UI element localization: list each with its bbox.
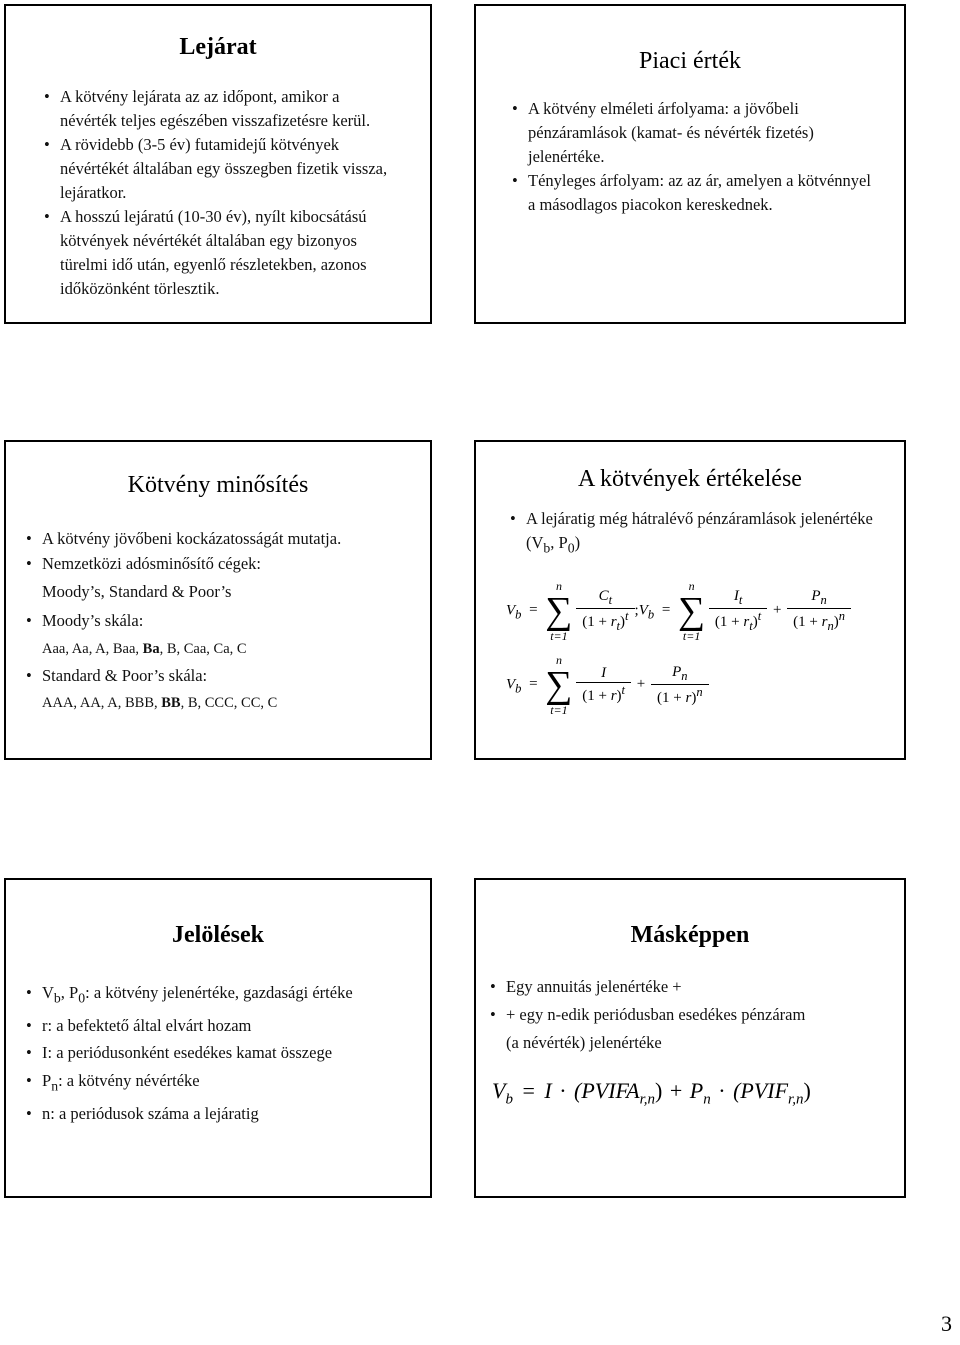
list-item: [26, 979, 416, 1012]
formula-symbol: C: [598, 588, 609, 604]
formula-symbol: V: [492, 1078, 506, 1103]
formula-symbol: r: [743, 614, 750, 630]
list-item: • + egy n-edik periódusban esedékes pénzáram: [490, 1001, 890, 1029]
formula-superscript: n: [696, 684, 703, 699]
formula-superscript: t: [757, 609, 762, 623]
slide-maskeppen: [474, 878, 906, 1198]
formula-symbol: (1 +: [714, 614, 744, 630]
formula-symbol: I: [601, 665, 607, 681]
formula-symbol: ): [752, 614, 758, 630]
formula-symbol: (1 +: [582, 614, 611, 630]
formula-symbol: (1 +: [793, 614, 822, 630]
formula-subscript: t: [738, 593, 743, 607]
formula-symbol: r: [821, 614, 828, 630]
formula-symbol: =: [529, 676, 538, 693]
item-text: , P: [550, 533, 568, 552]
formula-symbol: n: [555, 579, 562, 593]
formula-symbol: I: [733, 588, 739, 604]
scale-text: , B, CCC, CC, C: [180, 695, 278, 711]
formula-symbol: (PVIFA: [574, 1078, 640, 1103]
formula-symbol: t=1: [550, 629, 568, 643]
rating-scale-sp: [26, 689, 410, 717]
formula-symbol: t=1: [550, 703, 568, 717]
formula-symbol: ): [803, 1078, 811, 1103]
subscript: b: [53, 990, 61, 1006]
bullet-list: [44, 85, 400, 301]
scale-text: , B, Caa, Ca, C: [159, 641, 247, 657]
formula-symbol: =: [522, 1078, 535, 1103]
scale-text: AAA, AA, A, BBB,: [42, 695, 162, 711]
bullet-list: [26, 979, 416, 1127]
item-text: ): [574, 533, 581, 552]
item-text: : a kötvény névértéke: [58, 1070, 200, 1090]
formula-symbol: ): [833, 614, 839, 630]
slide-jelolesek: [4, 878, 432, 1198]
formula-symbol: n: [688, 579, 695, 593]
formula-fraction: [651, 664, 709, 707]
item-text: P: [42, 1070, 52, 1090]
list-item: • r: a befektető által elvárt hozam: [26, 1012, 416, 1040]
list-item: • A rövidebb (3-5 év) futamidejű kötvények névértékét általában egy összegben fizetik vissza, lejáratkor.: [44, 133, 400, 205]
slide-title: Piaci érték: [639, 48, 741, 74]
formula-symbol: t=1: [682, 629, 701, 643]
formula-symbol: =: [529, 602, 538, 619]
scale-text: Aaa, Aa, A, Baa,: [42, 641, 143, 657]
formula-symbol: +: [636, 676, 646, 693]
formula-subscript: n: [820, 593, 827, 607]
list-item: • I: a periódusonként esedékes kamat összege: [26, 1039, 416, 1067]
valuation-formula-1: [506, 580, 851, 642]
bullet-list: [26, 527, 410, 717]
formula-symbol: r: [610, 614, 617, 630]
formula-symbol: n: [555, 653, 562, 667]
slide-title: Kötvény minősítés: [127, 472, 309, 498]
formula-symbol: ): [620, 614, 626, 630]
formula-subscript: n: [681, 668, 688, 683]
rating-scale-moodys: [26, 635, 410, 663]
formula-subscript: b: [515, 607, 522, 622]
slide-title: Másképpen: [630, 922, 750, 948]
slide-title: A kötvények értékelése: [578, 466, 802, 492]
formula-symbol: P: [672, 663, 682, 680]
valuation-formula-2: [506, 654, 709, 716]
list-item: Moody’s, Standard & Poor’s: [42, 582, 232, 601]
formula-symbol: (PVIF: [733, 1078, 789, 1103]
formula-subscript: n: [827, 619, 834, 633]
formula-superscript: t: [621, 683, 626, 697]
list-item: • Moody’s skála:: [26, 607, 410, 635]
bullet-list: [512, 97, 874, 217]
formula-subscript: t: [749, 619, 753, 633]
slide-kotveny-minosites: [4, 440, 432, 760]
page-number: 3: [941, 1311, 952, 1336]
formula-subscript: b: [505, 1091, 513, 1108]
list-item-continuation: (a névérték) jelenértéke: [506, 1033, 662, 1052]
formula-symbol: ): [655, 1078, 663, 1103]
list-item: • A kötvény jövőbeni kockázatosságát mutatja.: [26, 527, 410, 551]
formula-symbol: ·: [559, 1078, 567, 1103]
item-text: A lejáratig még hátralévő pénzáramlások jelenértéke (V: [526, 509, 873, 552]
formula-symbol: r: [685, 689, 692, 706]
summation-sign: n ∑ t=1: [545, 579, 573, 643]
formula-symbol: I: [544, 1078, 552, 1103]
annuity-formula: [492, 1078, 811, 1108]
bullet-list: [490, 973, 890, 1057]
list-item: • A hosszú lejáratú (10-30 év), nyílt kibocsátású kötvények névértékét általában egy bizonyos türelmi idő után, egyenlő részletekben, azonos időközönként törlesztik.: [44, 205, 400, 301]
list-item: • Egy annuitás jelenértéke +: [490, 973, 890, 1001]
slide-title: Lejárat: [179, 34, 257, 60]
formula-symbol: P: [811, 588, 821, 604]
formula-symbol: r: [610, 688, 617, 704]
slide-piaci-ertek: [474, 4, 906, 324]
slide-kotvenyek-ertekelese: [474, 440, 906, 760]
formula-symbol: P: [689, 1078, 704, 1103]
list-item: • A kötvény lejárata az az időpont, amikor a névérték teljes egészében visszafizetésre kerül.: [44, 85, 400, 133]
formula-symbol: ·: [718, 1078, 726, 1103]
formula-fraction: [709, 588, 767, 634]
formula-symbol: (1 +: [657, 689, 686, 706]
list-item: • A kötvény elméleti árfolyama: a jövőbeli pénzáramlások (kamat- és névérték fizetés) jelenértéke.: [512, 97, 874, 169]
summation-sign: n ∑ t=1: [678, 579, 706, 643]
formula-symbol: +: [772, 602, 782, 619]
formula-symbol: (1 +: [582, 688, 611, 704]
list-item: • n: a periódusok száma a lejáratig: [26, 1100, 416, 1128]
item-text: , P: [60, 983, 79, 1002]
formula-subscript: n: [703, 1091, 711, 1108]
list-item: [510, 507, 884, 560]
formula-fraction: [576, 588, 634, 634]
subscript: 0: [78, 990, 86, 1006]
formula-subscript: r,n: [788, 1091, 804, 1108]
formula-subscript: t: [608, 593, 613, 607]
item-text: : a kötvény jelenértéke, gazdasági értéke: [85, 983, 353, 1002]
formula-symbol: =: [661, 602, 671, 619]
formula-subscript: b: [647, 607, 655, 622]
formula-fraction: [576, 665, 631, 705]
formula-superscript: n: [838, 609, 845, 623]
formula-symbol: +: [669, 1078, 683, 1103]
summation-sign: n ∑ t=1: [545, 653, 573, 717]
formula-fraction: [787, 588, 851, 634]
formula-subscript: t: [616, 619, 621, 633]
formula-superscript: t: [625, 609, 629, 623]
formula-subscript: b: [515, 681, 522, 696]
subscript: 0: [567, 540, 575, 556]
slide-lejarat: [4, 4, 432, 324]
formula-symbol: V: [506, 602, 516, 619]
formula-symbol: ): [616, 688, 622, 704]
formula-subscript: r,n: [639, 1091, 656, 1108]
list-item: [26, 1067, 416, 1100]
scale-highlight: BB: [161, 695, 181, 711]
formula-symbol: ): [691, 689, 697, 706]
formula-symbol: V: [638, 602, 648, 619]
formula-symbol: ;: [634, 602, 639, 619]
list-item: • Nemzetközi adósminősítő cégek:: [26, 551, 410, 577]
bullet-list: [510, 507, 884, 560]
subscript: n: [51, 1078, 59, 1094]
subscript: b: [543, 540, 551, 556]
formula-symbol: V: [506, 676, 516, 693]
slide-title: Jelölések: [172, 922, 264, 948]
scale-highlight: Ba: [142, 641, 160, 657]
list-item: • Standard & Poor’s skála:: [26, 663, 410, 689]
list-item: • Tényleges árfolyam: az az ár, amelyen a kötvénnyel a másodlagos piacokon kereskednek.: [512, 169, 874, 217]
item-text: V: [42, 983, 54, 1002]
